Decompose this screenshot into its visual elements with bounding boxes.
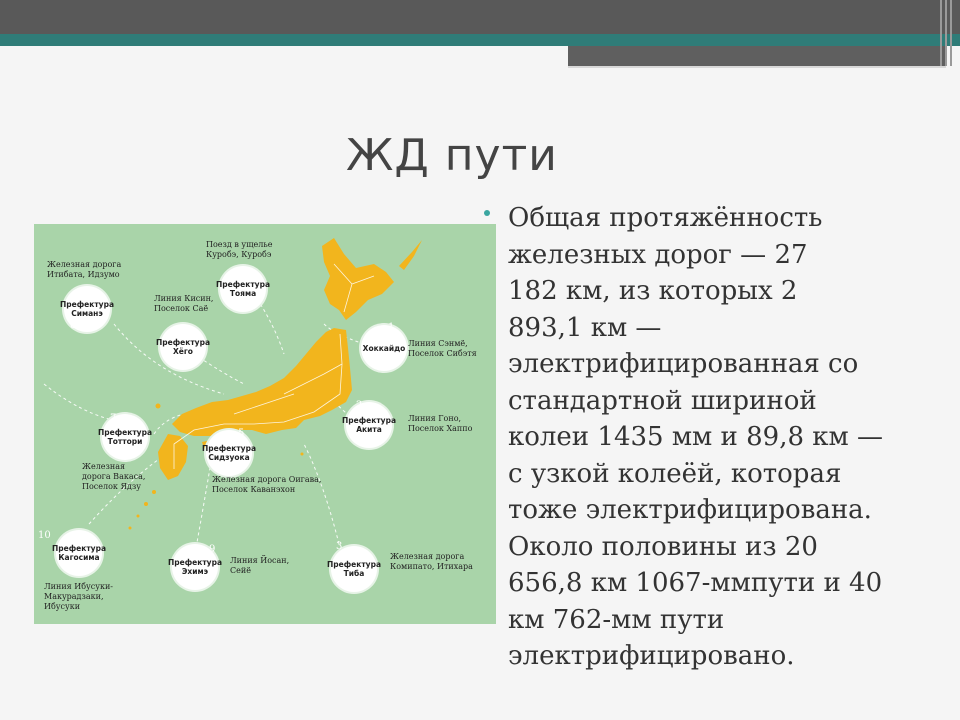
slide-title: ЖД пути bbox=[346, 130, 558, 181]
bullet-line: колеи 1435 мм и 89,8 км — bbox=[508, 422, 884, 452]
prefecture-9-number: 9 bbox=[209, 544, 216, 555]
top-accent-block bbox=[568, 46, 946, 68]
prefecture-5-shizuoka: Префектура Сидзуока bbox=[206, 430, 252, 476]
prefecture-1-number: 1 bbox=[388, 322, 395, 333]
top-bar bbox=[0, 0, 960, 34]
bullet-line: км 762-мм пути bbox=[508, 604, 725, 635]
prefecture-6-hyogo: Префектура Хёго bbox=[160, 324, 206, 370]
prefecture-8-label: Железная дорога Итибата, Идзумо bbox=[47, 260, 122, 279]
prefecture-5-label: Железная дорога Оигава, Поселок Каванэхон bbox=[212, 475, 322, 494]
prefecture-5-number: 5 bbox=[238, 428, 245, 439]
bullet-line: 182 км, из которых 2 bbox=[508, 276, 798, 306]
prefecture-10-kagoshima: Префектура Кагосима bbox=[56, 530, 102, 576]
bullet-list bbox=[484, 200, 924, 675]
prefecture-1-hokkaido: Хоккайдо bbox=[361, 325, 407, 371]
decorative-stripes bbox=[940, 0, 954, 66]
prefecture-3-label: Железная дорога Комипато, Итихара bbox=[390, 552, 473, 571]
prefecture-4-label: Поезд в ущелье Куробэ, Куробэ bbox=[206, 240, 273, 259]
prefecture-7-label: Железная дорога Вакаса, Поселок Ядзу bbox=[82, 462, 146, 491]
prefecture-2-label: Линия Гоно, Поселок Хаппо bbox=[408, 414, 473, 433]
prefecture-9-ehime: Префектура Эхимэ bbox=[172, 544, 218, 590]
prefecture-8-number: 8 bbox=[70, 320, 77, 331]
prefecture-7-tottori: Префектура Тоттори bbox=[102, 414, 148, 460]
bullet-line: 656,8 км 1067-ммпути и 40 bbox=[508, 568, 883, 598]
prefecture-8-shimane: Префектура Симанэ bbox=[64, 286, 110, 332]
bullet-text bbox=[508, 200, 924, 675]
bullet-line: тоже электрифицирована. bbox=[508, 495, 872, 525]
prefecture-9-label: Линия Йосан, Сейё bbox=[230, 556, 290, 575]
prefecture-3-number: 3 bbox=[336, 541, 343, 552]
top-accent-stripe bbox=[0, 34, 960, 46]
prefecture-1-label: Линия Сэнмё, Поселок Сибэтя bbox=[408, 339, 477, 358]
prefecture-2-akita: Префектура Акита bbox=[346, 402, 392, 448]
bullet-line: железных дорог — 27 bbox=[508, 239, 808, 270]
bullet-line: Около половины из 20 bbox=[508, 531, 818, 562]
japan-railway-map bbox=[34, 224, 496, 624]
prefecture-7-number: 7 bbox=[110, 413, 117, 424]
prefecture-10-label: Линия Ибусуки- Макурадзаки, Ибусуки bbox=[44, 582, 113, 611]
prefecture-6-number: 6 bbox=[170, 355, 177, 366]
bullet-line: Общая протяжённость bbox=[508, 203, 823, 233]
bullet-line: электрифицировано. bbox=[508, 641, 795, 671]
bullet-line: стандартной шириной bbox=[508, 385, 817, 416]
prefecture-6-label: Линия Кисин, Поселок Саё bbox=[154, 294, 214, 313]
prefecture-2-number: 2 bbox=[356, 400, 363, 411]
bullet-line: с узкой колеёй, которая bbox=[508, 458, 842, 489]
bullet-line: электрифицированная со bbox=[508, 349, 859, 379]
prefecture-4-number: 4 bbox=[230, 300, 237, 311]
bullet-marker bbox=[484, 210, 490, 216]
prefecture-4-toyama: Префектура Тояма bbox=[220, 266, 266, 312]
prefecture-3-chiba: Префектура Тиба bbox=[331, 546, 377, 592]
prefecture-10-number: 10 bbox=[38, 530, 51, 541]
bullet-line: 893,1 км — bbox=[508, 312, 662, 343]
